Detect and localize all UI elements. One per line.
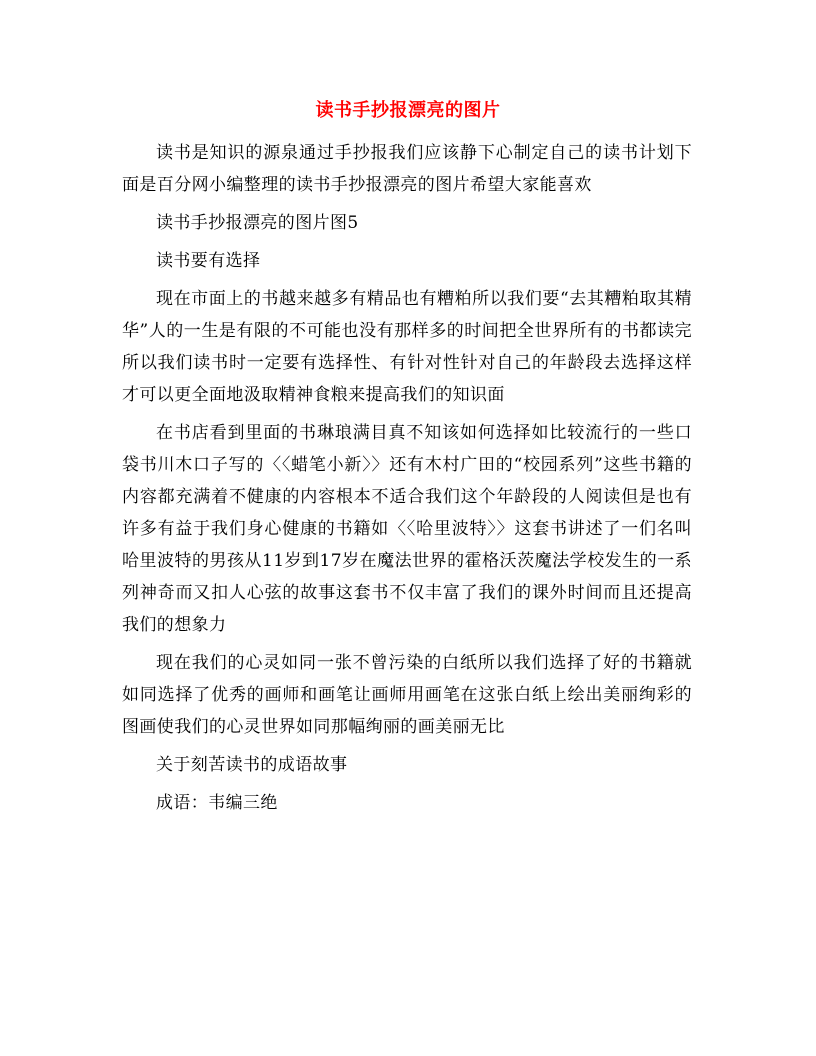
body-paragraph: 现在我们的心灵如同一张不曾污染的白纸所以我们选择了好的书籍就如同选择了优秀的画师和画笔让画师用画笔在这张白纸上绘出美丽绚彩的图画使我们的心灵世界如同那幅绚丽的画美丽无比 (122, 653, 692, 737)
document-body (122, 137, 692, 825)
idiom-line: 成语：韦编三绝 (156, 793, 278, 813)
intro-paragraph: 读书是知识的源泉通过手抄报我们应该静下心制定自己的读书计划下面是百分网小编整理的读书手抄报漂亮的图片希望大家能喜欢 (122, 143, 692, 195)
section-heading: 关于刻苦读书的成语故事 (156, 755, 348, 775)
section-heading: 读书要有选择 (156, 251, 261, 271)
body-paragraph: 在书店看到里面的书琳琅满目真不知该如何选择如比较流行的一些口袋书川木口子写的〈〈蜡笔小新〉〉还有木村广田的“校园系列”这些书籍的内容都充满着不健康的内容根本不适合我们这个年龄段的人阅读但是也有许多有益于我们身心健康的书籍如〈〈哈里波特〉〉这套书讲述了一们名叫哈里波特的男孩从11岁到17岁在魔法世界的霍格沃茨魔法学校发生的一系列神奇而又扣人心弦的故事这套书不仅丰富了我们的课外时间而且还提高我们的想象力 (122, 423, 692, 635)
body-paragraph: 现在市面上的书越来越多有精品也有糟粕所以我们要“去其糟粕取其精华”人的一生是有限的不可能也没有那样多的时间把全世界所有的书都读完所以我们读书时一定要有选择性、有针对性针对自己的年龄段去选择这样才可以更全面地汲取精神食粮来提高我们的知识面 (122, 289, 692, 405)
page-title: 读书手抄报漂亮的图片 (315, 100, 501, 121)
image-caption: 读书手抄报漂亮的图片图5 (156, 213, 359, 233)
